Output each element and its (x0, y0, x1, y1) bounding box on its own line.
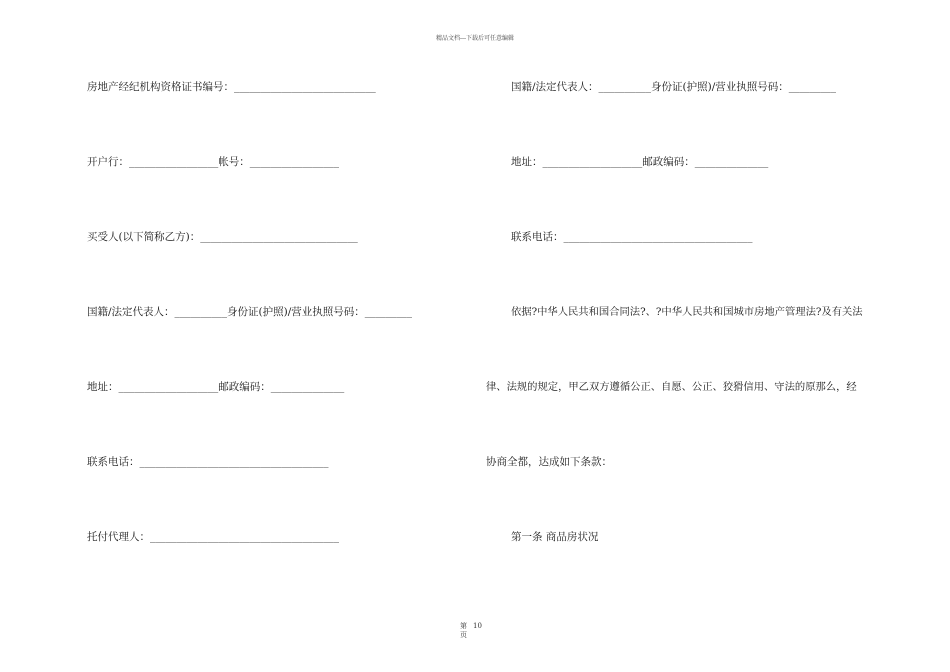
right-line-agreement: 协商全都，达成如下条款： (486, 456, 612, 468)
right-line-phone: 联系电话：____________________________________ (511, 231, 753, 243)
right-line-nationality: 国籍/法定代表人：__________身份证(护照)/营业执照号码：_________ (511, 81, 837, 93)
left-line-phone: 联系电话：____________________________________ (87, 456, 329, 468)
left-line-nationality: 国籍/法定代表人：__________身份证(护照)/营业执照号码：_________ (87, 306, 413, 318)
page-label-bottom: 页 (460, 631, 467, 639)
page-label-top: 第 (460, 622, 467, 630)
left-line-address: 地址：___________________邮政编码：______________ (87, 381, 345, 393)
left-line-agent: 托付代理人：____________________________________ (87, 531, 339, 543)
right-line-address: 地址：___________________邮政编码：______________ (511, 156, 769, 168)
left-line-bank-account: 开户行：_________________帐号：_________________ (87, 156, 339, 168)
page-number: 10 (473, 622, 482, 630)
page-number-footer (460, 622, 482, 640)
right-line-principles: 律、法规的规定，甲乙双方遵循公正、自愿、公正、狡猾信用、守法的原那么，经 (486, 381, 857, 393)
right-line-article-one: 第一条 商品房状况 (511, 531, 599, 543)
right-line-basis: 依据?中华人民共和国合同法?、?中华人民共和国城市房地产管理法?及有关法 (511, 306, 863, 318)
page-header: 精品文档---下载后可任意编辑 (435, 35, 515, 42)
left-line-buyer: 买受人(以下简称乙方)：______________________________ (87, 231, 358, 243)
left-line-cert-number: 房地产经纪机构资格证书编号：___________________________ (87, 81, 376, 93)
